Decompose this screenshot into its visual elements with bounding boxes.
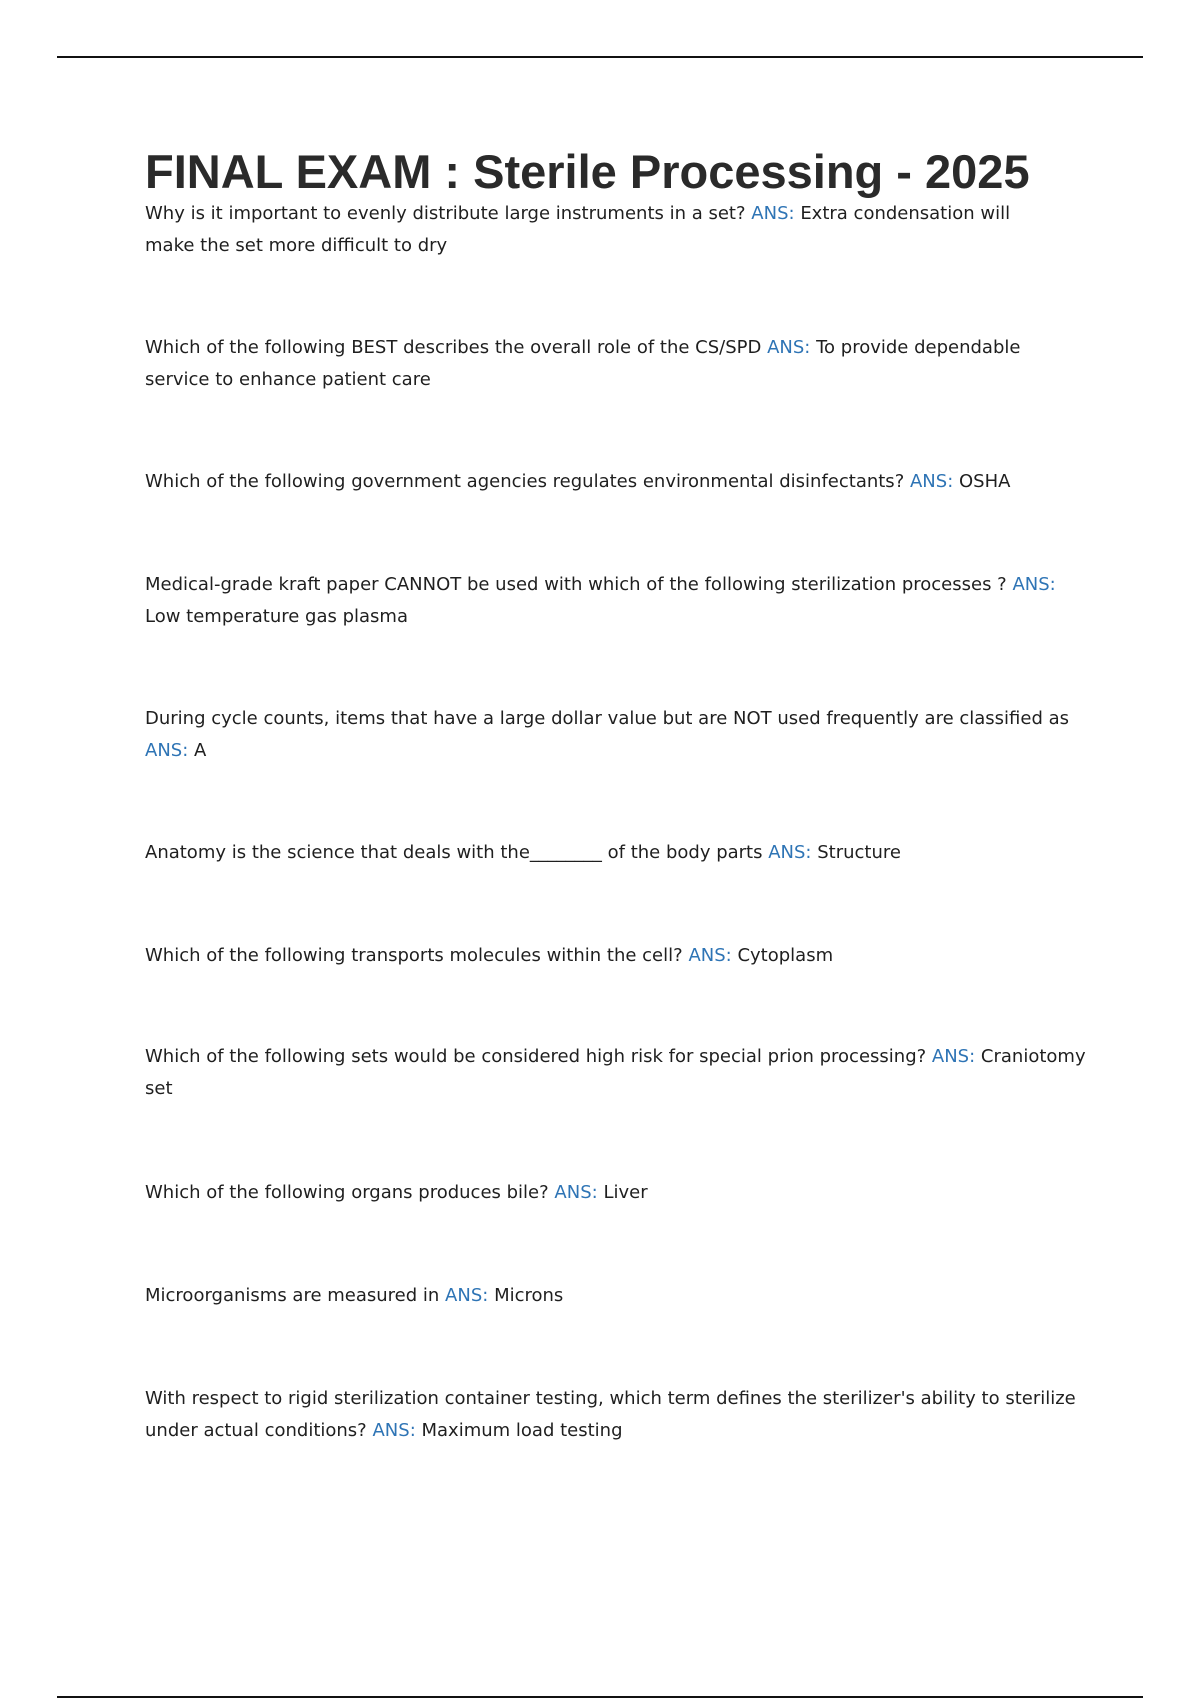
qa-item-2 <box>145 332 1045 396</box>
answer-label: ANS: <box>751 203 795 224</box>
question-text: During cycle counts, items that have a large dollar value but are NOT used frequently are classified as <box>145 708 1070 729</box>
answer-text: A <box>194 740 207 761</box>
qa-item-7 <box>145 940 1095 972</box>
answer-label: ANS: <box>372 1420 416 1441</box>
question-text: Anatomy is the science that deals with the________ of the body parts <box>145 842 763 863</box>
qa-item-8 <box>145 1041 1095 1105</box>
question-text: Medical-grade kraft paper CANNOT be used with which of the following sterilization processes ? <box>145 574 1007 595</box>
answer-text: Low temperature gas plasma <box>145 606 408 627</box>
answer-text: Microns <box>494 1285 564 1306</box>
bottom-divider <box>57 1696 1143 1698</box>
answer-text: Structure <box>817 842 901 863</box>
answer-label: ANS: <box>445 1285 489 1306</box>
answer-label: ANS: <box>767 337 811 358</box>
answer-label: ANS: <box>909 471 954 492</box>
answer-label: ANS: <box>768 842 812 863</box>
answer-text: Craniotomy set <box>145 1046 1086 1099</box>
question-text: Microorganisms are measured in <box>145 1285 440 1306</box>
qa-item-5 <box>145 703 1075 767</box>
qa-item-3 <box>145 466 1095 498</box>
answer-label: ANS: <box>688 945 732 966</box>
answer-label: ANS: <box>554 1182 598 1203</box>
answer-text: Cytoplasm <box>737 945 834 966</box>
qa-item-10 <box>145 1280 1095 1312</box>
qa-item-6 <box>145 837 1095 869</box>
answer-label: ANS: <box>1012 574 1056 595</box>
answer-label: ANS: <box>145 740 189 761</box>
document-title: FINAL EXAM : Sterile Processing - 2025 <box>145 145 1030 198</box>
answer-label: ANS: <box>931 1046 976 1067</box>
qa-item-1 <box>145 198 1065 262</box>
answer-text: To provide dependable service to enhance patient care <box>145 337 1021 390</box>
answer-text: Liver <box>603 1182 648 1203</box>
question-text: Why is it important to evenly distribute large instruments in a set? <box>145 203 746 224</box>
answer-text: Extra condensation will make the set more difficult to dry <box>145 203 1011 256</box>
question-text: With respect to rigid sterilization container testing, which term defines the sterilizer's ability to sterilize under actual conditions? <box>145 1388 1076 1441</box>
question-text: Which of the following BEST describes the overall role of the CS/SPD <box>145 337 762 358</box>
qa-item-11 <box>145 1383 1105 1447</box>
question-text: Which of the following organs produces bile? <box>145 1182 549 1203</box>
top-divider <box>57 56 1143 58</box>
qa-item-9 <box>145 1177 1095 1209</box>
answer-text: OSHA <box>959 471 1011 492</box>
question-text: Which of the following transports molecules within the cell? <box>145 945 683 966</box>
qa-item-4 <box>145 569 1085 633</box>
question-text: Which of the following sets would be considered high risk for special prion processing? <box>145 1046 927 1067</box>
question-text: Which of the following government agencies regulates environmental disinfectants? <box>145 471 905 492</box>
answer-text: Maximum load testing <box>421 1420 623 1441</box>
